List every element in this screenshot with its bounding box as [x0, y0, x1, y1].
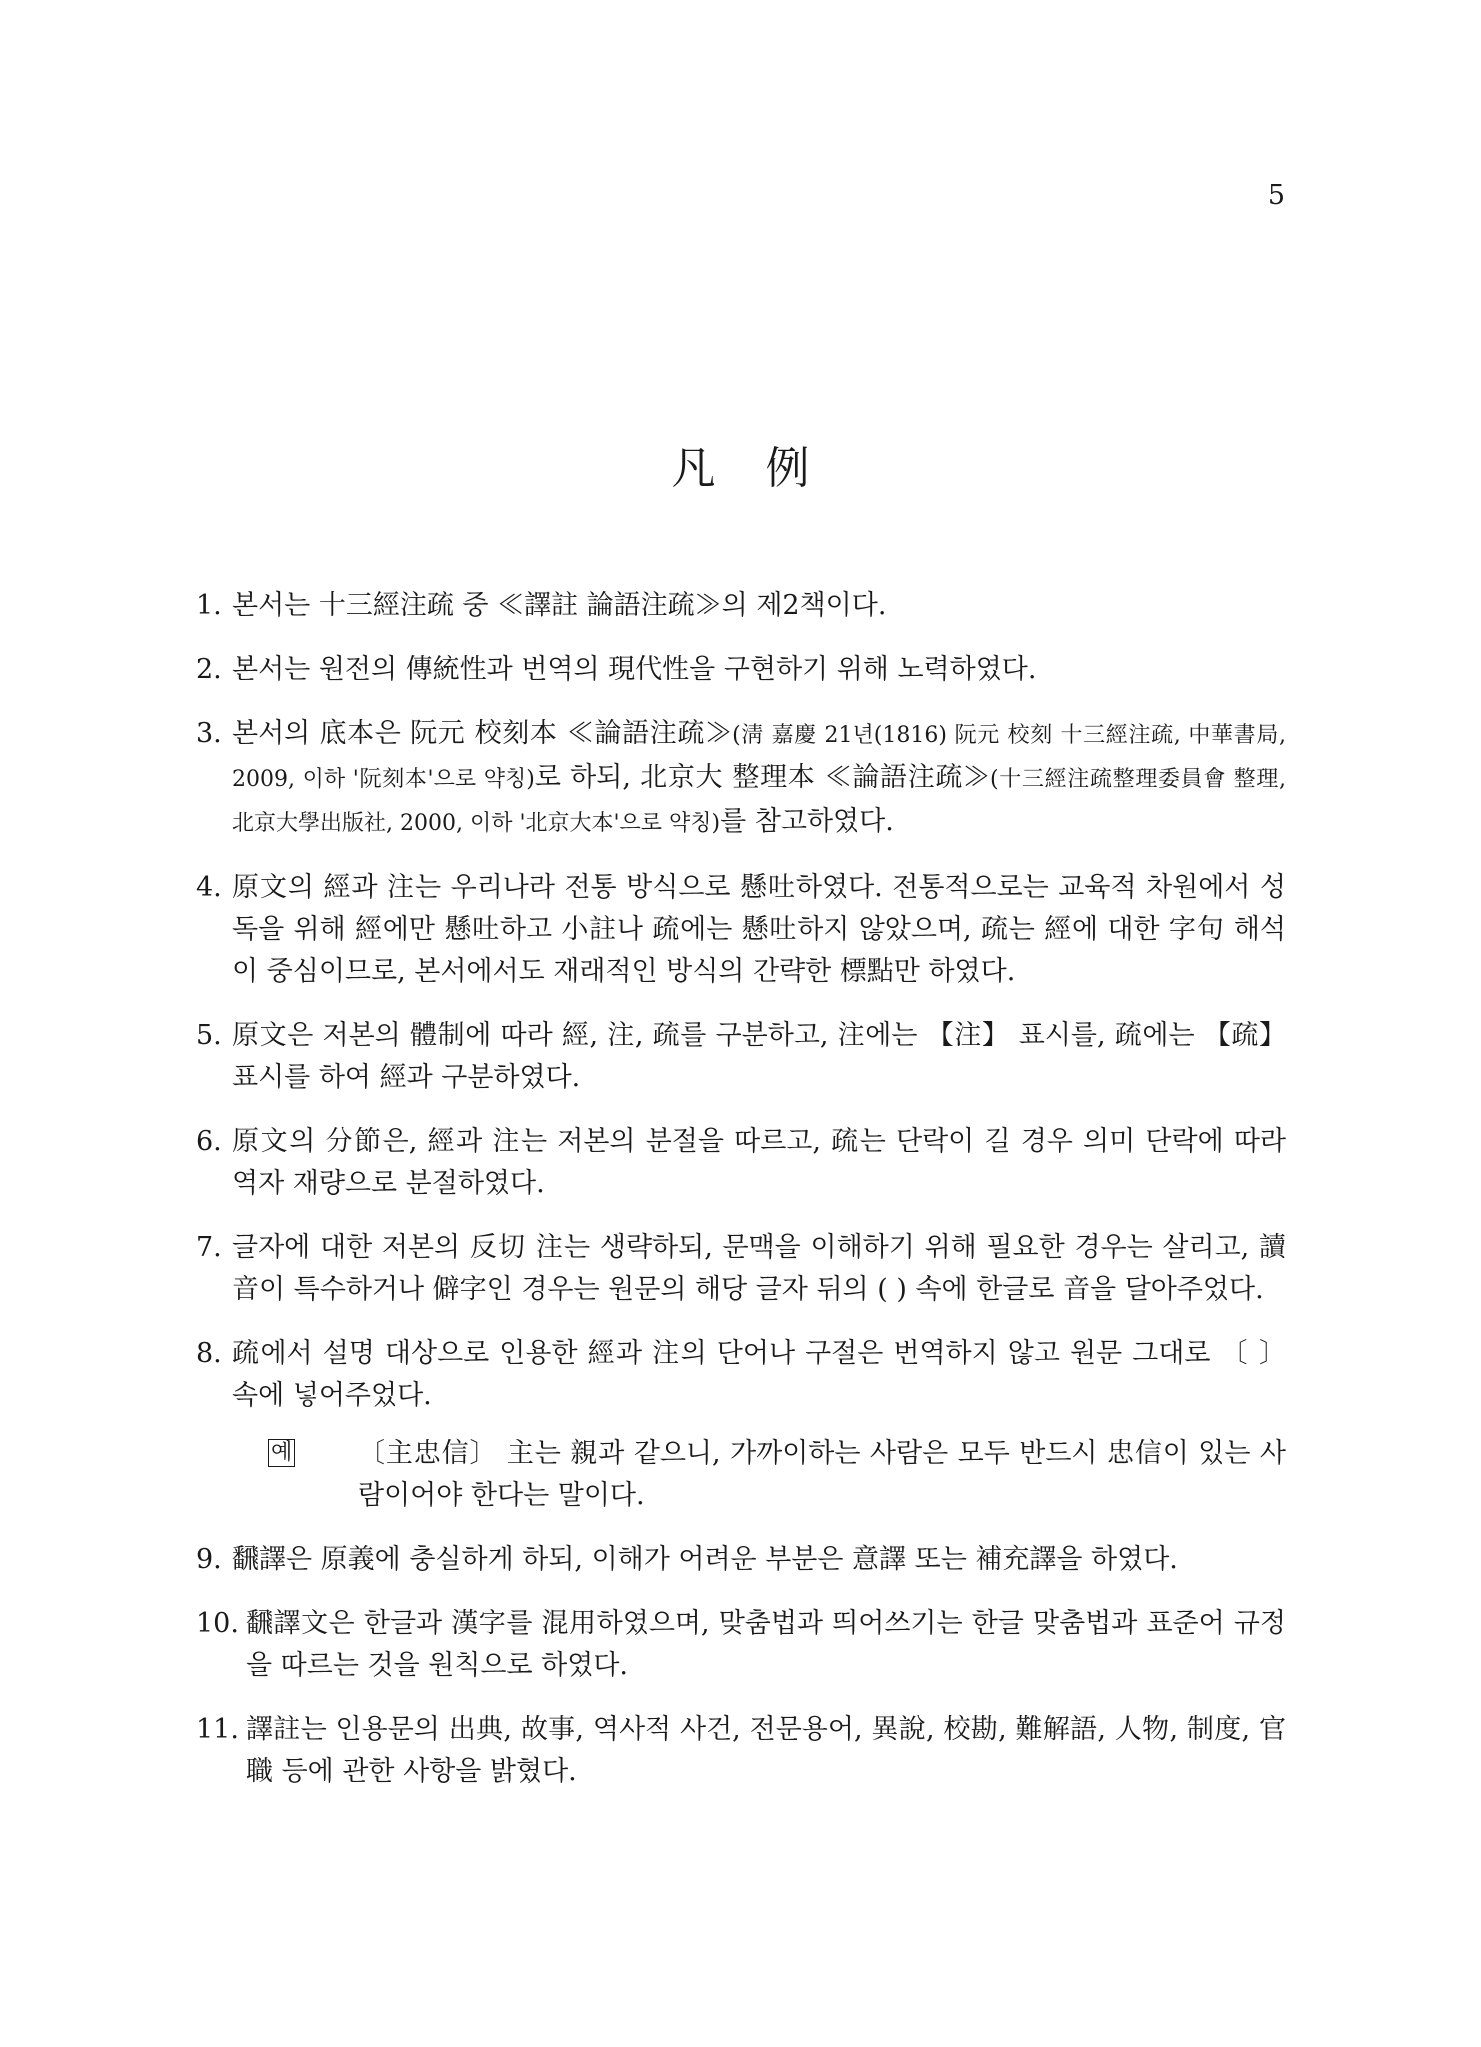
rule-item-6 — [196, 1121, 1286, 1205]
example-text: 〔主忠信〕 主는 親과 같으니, 가까이하는 사람은 모두 반드시 忠信이 있는 사람이어야 한다는 말이다. — [358, 1438, 1286, 1511]
example-block — [268, 1433, 1286, 1517]
rule-item-9 — [196, 1539, 1286, 1581]
example-mark: 예 — [268, 1439, 295, 1467]
rule-text: 글자에 대한 저본의 反切 注는 생략하되, 문맥을 이해하기 위해 필요한 경우는 살리고, 讀音이 특수하거나 僻字인 경우는 원문의 해당 글자 뒤의 ( ) 속에 한글로 音을 달아주었다. — [232, 1232, 1286, 1305]
rule-text-part: 를 참고하였다. — [720, 806, 894, 837]
rule-number: 11. — [196, 1714, 239, 1745]
rule-number: 3. — [196, 718, 222, 749]
rule-text-part: 본서의 底本은 阮元 校刻本 ≪論語注疏≫ — [232, 718, 733, 749]
rule-note: (十三經注疏整理委員會 整理, 北京大學出版社, 2000, 이하 '北京大本'으로 약칭) — [232, 767, 1286, 836]
rule-number: 8. — [196, 1338, 222, 1369]
rule-number: 2. — [196, 654, 222, 685]
rule-item-5 — [196, 1015, 1286, 1099]
rule-item-10 — [196, 1603, 1286, 1687]
rule-number: 6. — [196, 1126, 222, 1157]
rule-number: 4. — [196, 872, 222, 903]
rule-item-2 — [196, 649, 1286, 691]
rule-text: 飜譯은 原義에 충실하게 하되, 이해가 어려운 부분은 意譯 또는 補充譯을 하였다. — [232, 1544, 1178, 1575]
rule-item-11 — [196, 1709, 1286, 1793]
rule-text: 原文의 分節은, 經과 注는 저본의 분절을 따르고, 疏는 단락이 길 경우 의미 단락에 따라 역자 재량으로 분절하였다. — [232, 1126, 1286, 1199]
rule-text — [232, 713, 1286, 845]
rule-item-7 — [196, 1227, 1286, 1311]
rule-text: 譯註는 인용문의 出典, 故事, 역사적 사건, 전문용어, 異說, 校勘, 難解語, 人物, 制度, 官職 등에 관한 사항을 밝혔다. — [246, 1714, 1286, 1787]
rule-item-3 — [196, 713, 1286, 845]
rule-text: 原文의 經과 注는 우리나라 전통 방식으로 懸吐하였다. 전통적으로는 교육적 차원에서 성독을 위해 經에만 懸吐하고 小註나 疏에는 懸吐하지 않았으며, 疏는 經에 대한 字句 해석이 중심이므로, 본서에서도 재래적인 방식의 간략한 標點만 하였다. — [232, 872, 1286, 987]
rule-text: 飜譯文은 한글과 漢字를 混用하였으며, 맞춤법과 띄어쓰기는 한글 맞춤법과 표준어 규정을 따르는 것을 원칙으로 하였다. — [246, 1608, 1286, 1681]
rule-text: 본서는 十三經注疏 중 ≪譯註 論語注疏≫의 제2책이다. — [232, 590, 887, 621]
rules-list — [196, 585, 1286, 1815]
rule-text: 原文은 저본의 體制에 따라 經, 注, 疏를 구분하고, 注에는 【注】 표시를, 疏에는 【疏】 표시를 하여 經과 구분하였다. — [232, 1020, 1286, 1093]
rule-text: 疏에서 설명 대상으로 인용한 經과 注의 단어나 구절은 번역하지 않고 원문 그대로 〔 〕 속에 넣어주었다. — [232, 1338, 1286, 1411]
rule-note: (淸 嘉慶 21년(1816) 阮元 校刻 十三經注疏, 中華書局, 2009, 이하 '阮刻本'으로 약칭) — [232, 723, 1286, 792]
rule-item-4 — [196, 867, 1286, 993]
rule-item-1 — [196, 585, 1286, 627]
rule-number: 5. — [196, 1020, 222, 1051]
rule-text: 본서는 원전의 傳統性과 번역의 現代性을 구현하기 위해 노력하였다. — [232, 654, 1037, 685]
page-title: 凡 例 — [671, 443, 828, 494]
rule-text-part: 로 하되, 北京大 整理本 ≪論語注疏≫ — [534, 762, 991, 793]
rule-item-8 — [196, 1333, 1286, 1417]
rule-number: 7. — [196, 1232, 222, 1263]
page-number: 5 — [1267, 180, 1285, 211]
rule-number: 10. — [196, 1608, 239, 1639]
rule-number: 9. — [196, 1544, 222, 1575]
rule-number: 1. — [196, 590, 222, 621]
